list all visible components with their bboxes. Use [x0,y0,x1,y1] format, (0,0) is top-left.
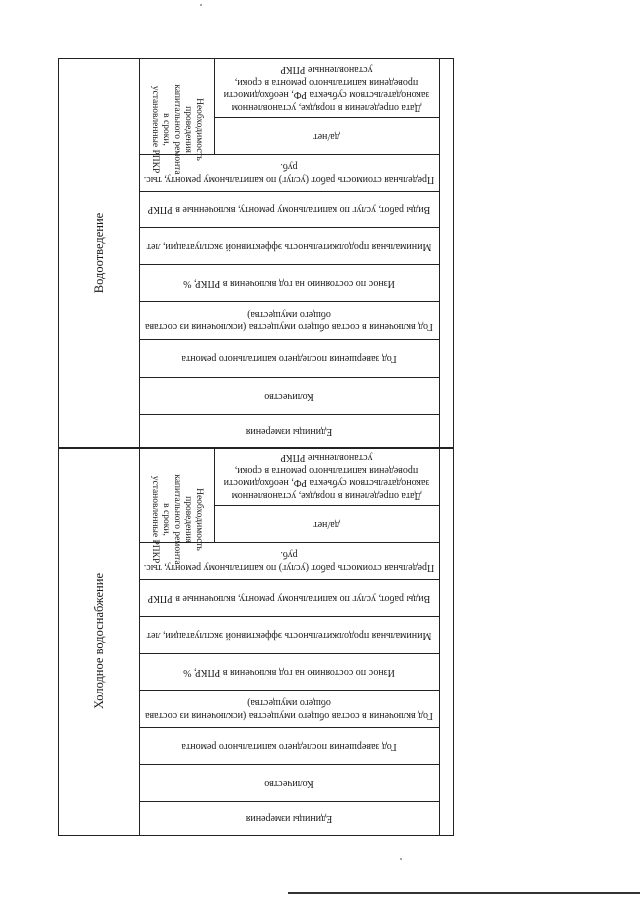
column-header: Минимальная продолжительность эффективной эксплуатации, лет [146,629,432,641]
column-header: Износ по состоянию на год включения в РПКР, % [183,666,395,678]
column-header: Год включения в состав общего имущества (исключения из состава общего имущества) [145,697,433,721]
column-header: Единицы измерения [245,813,333,825]
column-header: Год завершения последнего капитального ремонта [181,740,397,752]
capital-repair-table [58,58,454,836]
column-header: Дата определения в порядке, установленном законодательством субъекта РФ, необходимости проведения капитального ремонта в сроки, установленные РПКР [223,452,430,501]
column-header: Износ по состоянию на год включения в РПКР, % [183,277,395,289]
column-header: Виды работ, услуг по капитальному ремонту, включенные в РПКР [147,592,431,604]
column-header: Количество [264,777,314,789]
column-header: Единицы измерения [245,425,333,437]
column-header: Предельная стоимость работ (услуг) по капитальному ремонту, тыс. руб. [143,161,435,185]
column-header: Предельная стоимость работ (услуг) по капитальному ремонту, тыс. руб. [143,549,435,573]
column-header: Виды работ, услуг по капитальному ремонту, включенные в РПКР [147,204,431,216]
scan-speck [200,4,202,6]
column-header: Год завершения последнего капитального ремонта [181,353,397,365]
column-header: Дата определения в порядке, установленном законодательством субъекта РФ, необходимости проведения капитального ремонта в сроки, установленные РПКР [223,64,430,113]
table-cell: да/нет [313,130,340,142]
section-title: Водоотведение [91,212,106,294]
column-header: Год включения в состав общего имущества (исключения из состава общего имущества) [145,309,433,333]
table-cell: да/нет [313,518,340,530]
column-header: Количество [264,390,314,402]
section-title: Холодное водоснабжение [91,573,106,709]
scan-speck [400,858,402,860]
column-header: Необходимость проведения капитального ремонта в сроки, установленные РПКР [150,474,204,565]
column-header: Минимальная продолжительность эффективной эксплуатации, лет [146,240,432,252]
column-header: Необходимость проведения капитального ремонта в сроки, установленные РПКР [150,84,204,175]
bottom-rule [288,892,640,894]
